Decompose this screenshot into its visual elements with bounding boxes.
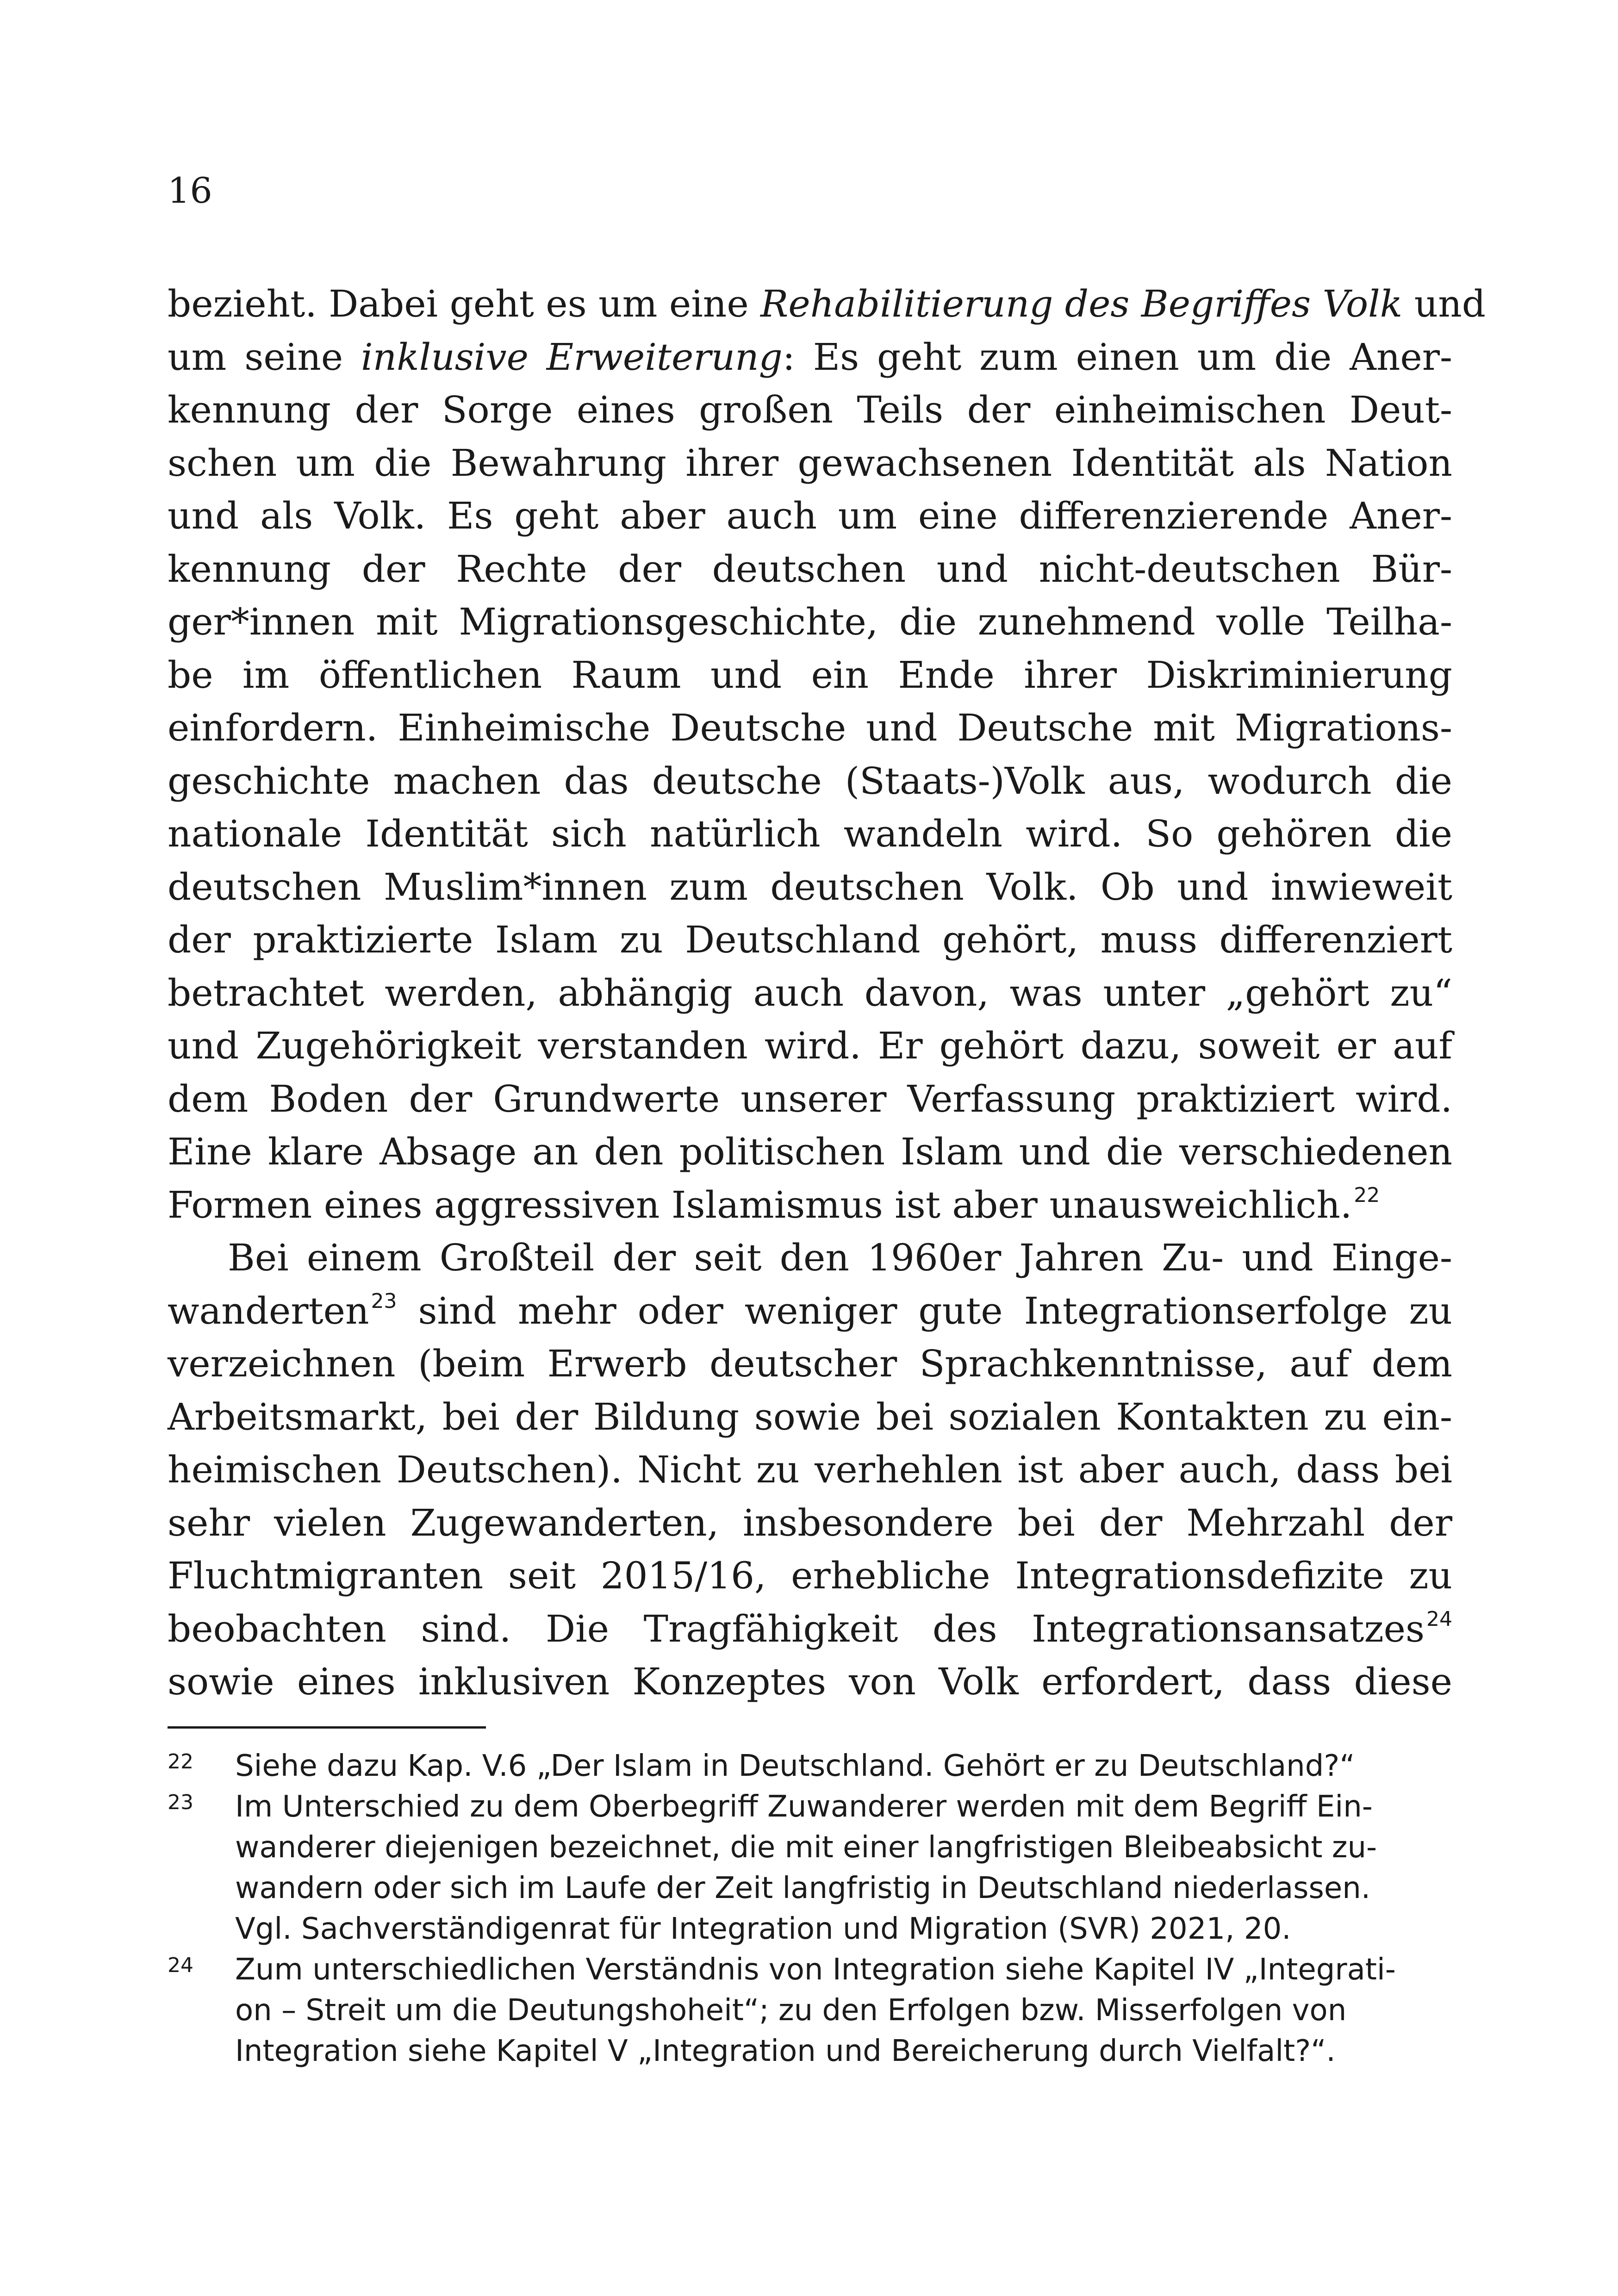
text-line: verzeichnen (beim Erwerb deutscher Sprachkenntnisse, auf dem [168,1342,1452,1385]
body-text [168,278,1486,1709]
text-line: betrachtet werden, abhängig auch davon, was unter „gehört zu“ [168,971,1452,1014]
page-number: 16 [168,170,212,211]
text-line: der praktizierte Islam zu Deutschland gehört, muss differenziert [168,918,1452,961]
footnote-text [235,1949,1452,2072]
footnote-text [235,1786,1452,1949]
text-line: sowie eines inklusiven Konzeptes von Volk erfordert, dass diese [168,1660,1452,1703]
footnote-23 [168,1786,1452,1949]
text-line: sehr vielen Zugewanderten, insbesondere bei der Mehrzahl der [168,1501,1452,1544]
footnote-24 [168,1949,1452,2072]
footnote-line: Vgl. Sachverständigenrat für Integration und Migration (SVR) 2021, 20. [235,1912,1291,1946]
text-line: wanderten$^{23}$ sind mehr oder weniger gute Integrationserfolge zu [168,1289,1452,1332]
text-line: heimischen Deutschen). Nicht zu verhehlen ist aber auch, dass bei [168,1448,1452,1491]
footnote-line: Siehe dazu Kap. V.6 „Der Islam in Deutschland. Gehört er zu Deutschland?“ [235,1749,1355,1783]
text-line: ger*innen mit Migrationsgeschichte, die zunehmend volle Teilha- [168,600,1452,643]
footnote-line: wanderer diejenigen bezeichnet, die mit einer langfristigen Bleibeabsicht zu- [235,1830,1377,1865]
text-line: beobachten sind. Die Tragfähigkeit des Integrationsansatzes$^{24}$ [168,1607,1452,1650]
footnote-number: 23 [168,1791,193,1814]
footnote-divider [168,1726,486,1729]
text-line: geschichte machen das deutsche (Staats-)Volk aus, wodurch die [168,759,1452,803]
footnote-ref-23: 23 [371,1289,397,1313]
footnote-line: wandern oder sich im Laufe der Zeit langfristig in Deutschland niederlassen. [235,1871,1371,1905]
text-line: nationale Identität sich natürlich wandeln wird. So gehören die [168,812,1452,855]
text-line: Formen eines aggressiven Islamismus ist aber unausweichlich.$^{22}$ [168,1183,1380,1226]
text-line: Bei einem Großteil der seit den 1960er Jahren Zu- und Einge- [228,1236,1452,1279]
text-line: deutschen Muslim*innen zum deutschen Volk. Ob und inwieweit [168,865,1452,908]
footnote-number: 24 [168,1954,193,1977]
footnote-ref-22: 22 [1354,1183,1380,1207]
text-line: um seine inklusive Erweiterung: Es geht zum einen um die Aner- [168,335,1453,379]
text-line: schen um die Bewahrung ihrer gewachsenen Identität als Nation [168,441,1452,485]
text-line: einfordern. Einheimische Deutsche und Deutsche mit Migrations- [168,706,1452,749]
text-line: und Zugehörigkeit verstanden wird. Er gehört dazu, soweit er auf [168,1024,1452,1067]
footnote-line: Zum unterschiedlichen Verständnis von Integration siehe Kapitel IV „Integrati- [235,1953,1396,1987]
footnote-line: Integration siehe Kapitel V „Integration und Bereicherung durch Vielfalt?“. [235,2034,1336,2068]
footnote-text [235,1746,1452,1786]
footnotes [168,1746,1452,2072]
text-line: dem Boden der Grundwerte unserer Verfassung praktiziert wird. [168,1077,1452,1120]
footnote-number: 22 [168,1750,193,1773]
text-line: kennung der Sorge eines großen Teils der einheimischen Deut- [168,388,1452,431]
footnote-line: Im Unterschied zu dem Oberbegriff Zuwanderer werden mit dem Begriff Ein- [235,1790,1373,1824]
footnote-line: on – Streit um die Deutungshoheit“; zu den Erfolgen bzw. Misserfolgen von [235,1993,1347,2028]
text-line: kennung der Rechte der deutschen und nicht-deutschen Bür- [168,547,1452,591]
footnote-22 [168,1746,1452,1786]
text-line: Fluchtmigranten seit 2015/16, erhebliche Integrationsdefizite zu [168,1554,1452,1597]
text-line: Eine klare Absage an den politischen Islam und die verschiedenen [168,1130,1452,1173]
text-line: und als Volk. Es geht aber auch um eine differenzierende Aner- [168,494,1452,537]
text-line: Arbeitsmarkt, bei der Bildung sowie bei sozialen Kontakten zu ein- [168,1395,1452,1438]
text-line: be im öffentlichen Raum und ein Ende ihrer Diskriminierung [168,653,1452,697]
footnote-ref-24: 24 [1426,1607,1452,1631]
text-line: bezieht. Dabei geht es um eine Rehabilitierung des Begriffes Volk und [168,282,1486,325]
